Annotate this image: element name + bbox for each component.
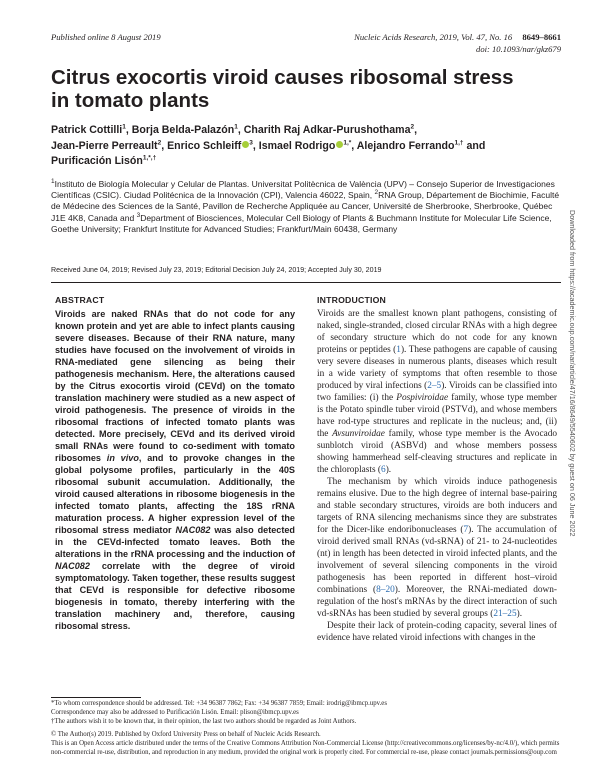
author-sup: 1,*,† <box>142 154 157 162</box>
author[interactable]: Purificación Lisón <box>51 155 143 168</box>
abstract-italic: NAC082 <box>175 525 211 535</box>
intro-paragraph: Despite their lack of protein-coding capacity, several lines of evidence have related viroid infections with changes in the <box>317 621 557 643</box>
intro-body <box>317 308 557 644</box>
abstract-italic: NAC082 <box>55 561 90 571</box>
download-note-text: Downloaded from https://academic.oup.com/nar/article/47/16/8649/5540602 by guest on 06 June 2022 <box>568 210 577 537</box>
intro-text: ). <box>516 609 523 619</box>
intro-text: ). Moreover, the RNAi-mediated down-regulation of the host's mRNAs by the direct interaction of such vd-sRNAs has been studied by several groups ( <box>317 585 558 619</box>
author[interactable]: Ismael Rodrigo <box>258 139 336 152</box>
abstract-text: Viroids are naked RNAs that do not code for any known protein and yet are able to infect plants causing severe diseases. Because of their RNA nature, many studies have focused on the involvement of viroids in RNA-mediated gene silencing as being their pathogenesis mechanism. Here, the alterations caused by the Citrus exocortis viroid (CEVd) on the tomato translation machinery were studied as a new aspect of viroid pathogenesis. The presence of viroids in the ribosomal fractions of infected tomato plants was detected. More precisely, CEVd and its derived viroid small RNAs were found to co-sediment with tomato ribosomes <box>55 309 295 463</box>
running-header-right <box>320 32 561 42</box>
intro-text: family, whose type member is the Potato spindle tuber viroid (PSTVd), and whose members have rod-type structures and replicate in the nucleus; and, (ii) the <box>317 393 557 439</box>
citation-link[interactable]: 8–20 <box>376 585 395 595</box>
affiliation-1: Instituto de Biología Molecular y Celular de Plantas. Universitat Politècnica de València (UPV) – Consejo Superior de Investigaciones Científicas (CSIC). Ciudad Politécnica de la Innovación (CPI), Valencia 46022, Spain, <box>51 179 555 201</box>
abstract-text: correlate with the degree of viroid symptomatology. Taken together, these results suggest that CEVd is responsible for defective ribosome biogenesis in tomato, thereby interfering with the translation machinery and, therefore, causing ribosomal stress. <box>55 561 295 631</box>
intro-heading: INTRODUCTION <box>317 295 386 305</box>
copyright: © The Author(s) 2019. Published by Oxford University Press on behalf of Nucleic Acids Research. <box>51 731 321 738</box>
footnote-correspondence: *To whom correspondence should be addressed. Tel: +34 96387 7862; Fax: +34 96387 7859; Email: irodrig@ibmcp.upv.es <box>51 700 387 707</box>
intro-text: Viroids are the smallest known plant pathogens, consisting of naked, single-stranded, closed circular RNAs with a high degree of secondary structure which do not code for any known proteins or peptides ( <box>317 309 557 355</box>
divider <box>51 282 561 283</box>
author-list: Patrick Cottilli$^1$, Borja Belda-Palazón$^1$, Charith Raj Adkar-Purushothama$^2$, Jean-Pierre Perreault$^2$, Enrico Schleiff $^3$, Ismael Rodrigo $^{1,*}$, Alejandro Ferrando$^{1,\dagger}$ and Purificación Lisón$^{1,*,\dagger}$ <box>51 123 486 168</box>
author[interactable]: Patrick Cottilli <box>51 124 123 136</box>
author[interactable]: Jean-Pierre Perreault <box>51 139 158 152</box>
citation-link[interactable]: 1 <box>396 345 401 355</box>
author[interactable]: Borja Belda-Palazón <box>131 124 235 136</box>
author-sup: 1,* <box>343 139 352 147</box>
footnote-rule <box>51 697 141 698</box>
intro-paragraph <box>317 308 557 476</box>
intro-text: ). <box>385 465 392 475</box>
running-header-left: Published online 8 August 2019 <box>51 32 161 42</box>
intro-text: family, whose type member is the Avocado sunblotch viroid (ASBVd) and whose members possess showing hammerhead self-cleaving structures and replicate in the chloroplasts ( <box>317 429 557 475</box>
doi[interactable]: doi: 10.1093/nar/gkz679 <box>476 44 561 54</box>
author-sup: 1,† <box>454 139 464 147</box>
author-sup: 2 <box>410 123 415 131</box>
article-dates: Received June 04, 2019; Revised July 23, 2019; Editorial Decision July 24, 2019; Accepted July 30, 2019 <box>51 266 382 274</box>
author[interactable]: Alejandro Ferrando <box>356 139 455 152</box>
intro-text: ). These pathogens are capable of causing very severe diseases in numerous plants, diseases which result in a wide variety of symptoms that often resemble to those produced by viral infections ( <box>317 345 557 391</box>
intro-text: The mechanism by which viroids induce pathogenesis remains elusive. Due to the high degree of internal base-pairing and stable secondary structures, viroids are both inducers and targets of RNA silencing mechanisms since they are substrates for the Dicer-like endoribonucleases ( <box>317 477 557 535</box>
download-note <box>570 210 584 610</box>
page-range: 8649–8661 <box>522 32 561 42</box>
footnote-correspondence-2: Correspondence may also be addressed to Purificación Lisón. Email: plison@ibmcp.upv.es <box>51 709 299 716</box>
article-title: Citrus exocortis viroid causes ribosomal stress in tomato plants <box>51 66 514 112</box>
abstract-body <box>55 308 295 632</box>
affiliation-3: Department of Biosciences, Molecular Cell Biology of Plants & Buchmann Institute for Molecular Life Science, Goethe University; Frankfurt Institute for Advanced Studies; Frankfurt/Main 60438, Germany <box>51 212 552 234</box>
intro-text: ). The accumulation of viroid derived small RNAs (vd-sRNA) of 21- to 24-nucleotides (nt) in length has been detected in viroid infected plants, and the involvement of several silencing components in the viroid pathogenesis has been reported in different host–viroid combinations ( <box>317 525 557 595</box>
author-sup: 1 <box>122 123 126 131</box>
abstract-text: was also detected in the CEVd-infected tomato leaves. Both the alterations in the rRNA processing and the induction of <box>55 525 295 559</box>
abstract-italic: in vivo <box>106 453 139 463</box>
intro-italic: Pospiviroidae <box>396 393 449 403</box>
license: This is an Open Access article distributed under the terms of the Creative Commons Attribution Non-Commercial License (http://creativecommons.org/licenses/by-nc/4.0/), which permits non-commercial re-use, distribution, and reproduction in any medium, provided the original work is properly cited. For commercial re-use, please contact journals.permissions@oup.com <box>51 740 560 756</box>
intro-text: ). Viroids can be classified into two families: (i) the <box>317 381 557 403</box>
intro-italic: Avsunviroidae <box>332 429 385 439</box>
abstract-heading: ABSTRACT <box>55 295 105 305</box>
affiliation-2: RNA Group, Département de Biochimie, Faculté de Médecine des Sciences de la Santé, Pavillon de Recherche Appliquée au Cancer, Université de Sherbrooke, Sherbrooke, Québec J1E 4K8, Canada and <box>51 190 560 223</box>
affil-sup: 2 <box>374 189 379 197</box>
author-sup: 1 <box>234 123 238 131</box>
citation-link[interactable]: 7 <box>463 525 469 535</box>
citation-link[interactable]: 2–5 <box>427 381 442 391</box>
footnote-joint-authors: †The authors wish it to be known that, in their opinion, the last two authors should be regarded as Joint Authors. <box>51 718 357 725</box>
author-sup: 2 <box>157 139 162 147</box>
author[interactable]: Enrico Schleiff <box>167 139 242 152</box>
author-sup: 3 <box>249 139 253 147</box>
affil-sup: 1 <box>51 178 55 186</box>
journal-citation: Nucleic Acids Research, 2019, Vol. 47, No. 16 <box>354 32 513 42</box>
intro-paragraph <box>317 476 557 620</box>
affil-sup: 3 <box>136 211 141 219</box>
citation-link[interactable]: 21–25 <box>493 609 517 619</box>
author[interactable]: Charith Raj Adkar-Purushothama <box>243 124 411 136</box>
abstract-text: , and to provoke changes in the global polysome profiles, particularly in the 40S ribosomal subunit accumulation. Additionally, the viroid caused alterations in ribosome biogenesis in the infected tomato plants, affecting the 18S rRNA maturation process. A higher expression level of the ribosomal stress mediator <box>55 453 295 535</box>
affiliations <box>51 179 561 235</box>
citation-link[interactable]: 6 <box>381 465 386 475</box>
